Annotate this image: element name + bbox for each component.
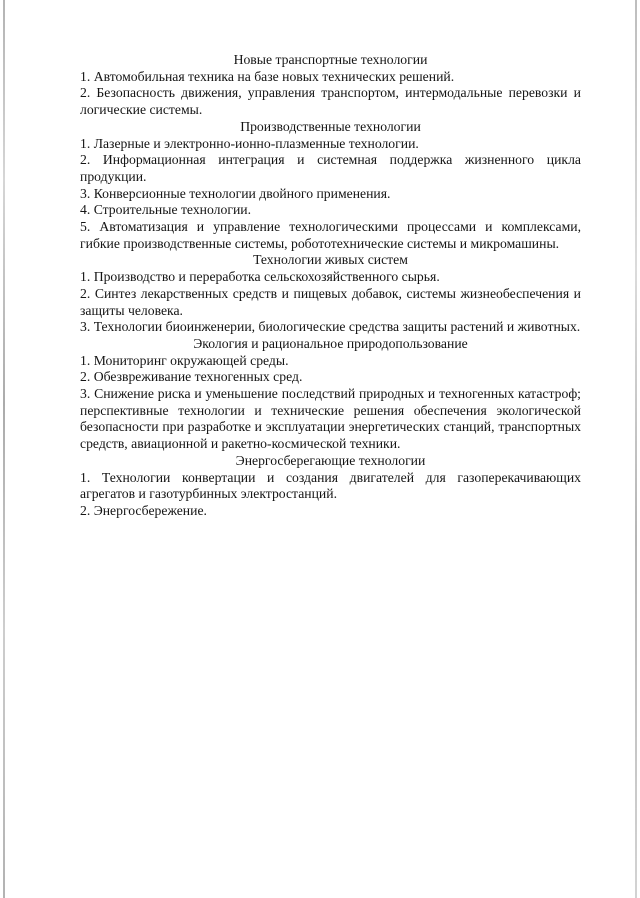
scan-edge-left <box>3 0 5 898</box>
section-heading: Технологии живых систем <box>253 252 408 268</box>
list-item: 5. Автоматизация и управление технологическими процессами и комплексами, гибкие производственные системы, робототехнические системы и микромашины. <box>80 219 581 251</box>
list-item: 1. Лазерные и электронно-ионно-плазменные технологии. <box>80 135 419 151</box>
document-body <box>80 52 581 520</box>
section-heading: Производственные технологии <box>240 118 421 134</box>
list-item: 3. Снижение риска и уменьшение последствий природных и техногенных катастроф; перспективные технологии и технические решения обеспечения экологической безопасности при разработке и эксплуатации энергетических станций, транспортных средств, авиационной и ракетно-космической техники. <box>80 386 581 452</box>
section-heading: Энергосберегающие технологии <box>235 452 426 468</box>
list-item: 3. Технологии биоинженерии, биологические средства защиты растений и животных. <box>80 319 581 335</box>
section-living-systems <box>80 252 581 336</box>
section-energy-saving <box>80 453 581 520</box>
section-production <box>80 119 581 253</box>
section-transport <box>80 52 581 119</box>
list-item: 3. Конверсионные технологии двойного применения. <box>80 185 391 201</box>
list-item: 2. Энергосбережение. <box>80 502 207 518</box>
scan-edge-right <box>635 0 637 898</box>
list-item: 2. Безопасность движения, управления транспортом, интермодальные перевозки и логические системы. <box>80 85 581 118</box>
list-item: 2. Информационная интеграция и системная поддержка жизненного цикла продукции. <box>80 152 581 184</box>
list-item: 1. Мониторинг окружающей среды. <box>80 352 289 368</box>
list-item: 2. Синтез лекарственных средств и пищевых добавок, системы жизнеобеспечения и защиты человека. <box>80 285 581 318</box>
section-ecology <box>80 336 581 453</box>
section-heading: Новые транспортные технологии <box>233 52 428 67</box>
list-item: 1. Технологии конвертации и создания двигателей для газоперекачивающих агрегатов и газотурбинных электростанций. <box>80 469 581 502</box>
list-item: 1. Автомобильная техника на базе новых технических решений. <box>80 68 455 84</box>
section-heading: Экология и рациональное природопользование <box>193 335 468 351</box>
list-item: 2. Обезвреживание техногенных сред. <box>80 369 303 385</box>
list-item: 4. Строительные технологии. <box>80 202 252 218</box>
list-item: 1. Производство и переработка сельскохозяйственного сырья. <box>80 269 440 285</box>
